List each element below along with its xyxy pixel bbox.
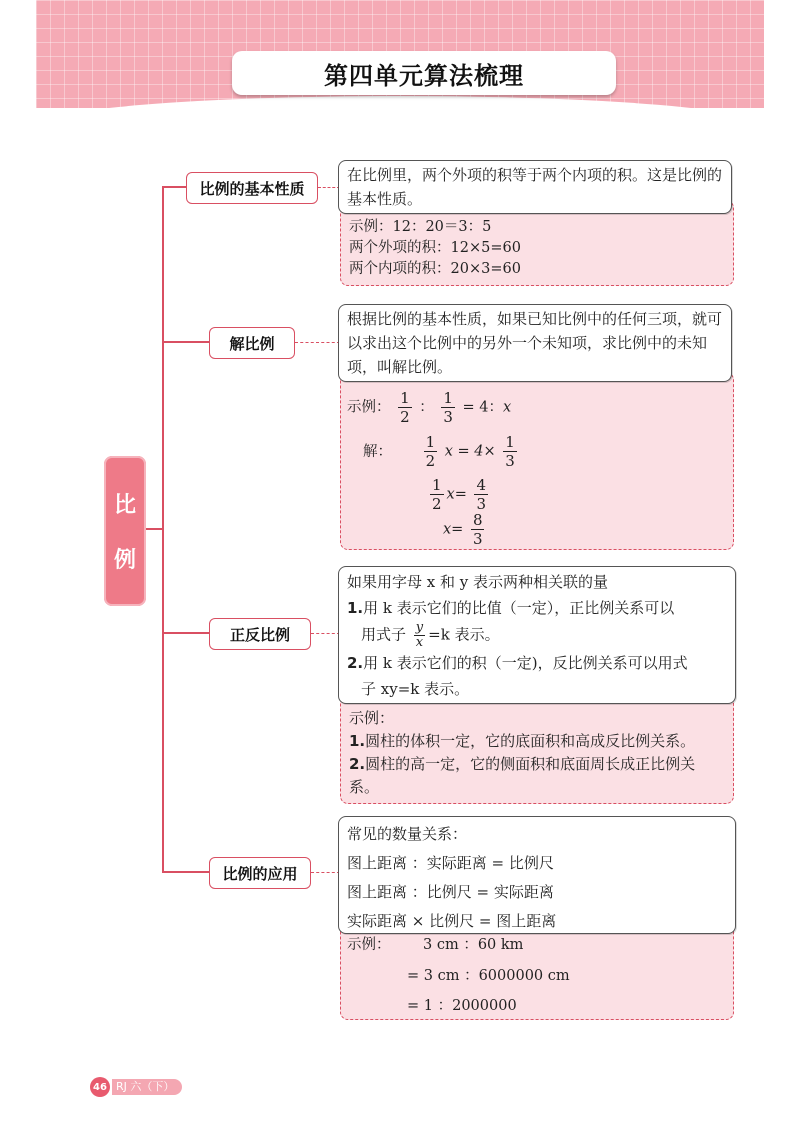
frac-den: 3 [472,530,483,548]
application-example-line1: 3 cm ：60 km [423,937,524,953]
proportion-example-label: 示例： [349,709,395,727]
frac-num: 1 [400,389,410,407]
application-relation-2: 图上距离 ：比例尺 = 实际距离 [347,883,554,901]
root-char-1: 比 [113,493,136,518]
step2-expression: x= [446,486,467,503]
proportion-item-1b [347,621,727,650]
step3-expression: x= [443,521,464,538]
page-label: RJ 六（下） [112,1079,182,1095]
frac-den: 2 [400,408,410,426]
basic-definition-box [338,160,732,214]
frac-num: 1 [425,433,436,451]
node-solve-proportion: 解比例 [209,327,295,359]
fraction-y-over-x [414,621,425,650]
proportion-example-box [340,690,734,804]
basic-example-line2: 两个外项的积：12×5=60 [349,240,521,256]
node-application: 比例的应用 [209,857,311,889]
application-relation-1: 图上距离 ：实际距离 = 比例尺 [347,854,554,872]
page-number-badge: 46 [90,1077,110,1097]
fraction-third [503,433,517,470]
page-title: 第四单元算法梳理 [232,51,616,95]
item-text: 圆柱的高一定，它的侧面积和底面周长成正比例关系。 [349,755,696,796]
fraction-third [441,389,455,426]
application-definition-box [338,816,736,934]
dash-solve [295,342,340,343]
item-text: 用式子 [361,625,407,644]
application-example-label: 示例： [347,937,391,953]
step1-expression: x = 4× [444,443,496,460]
frac-num: 1 [505,433,515,451]
fraction-four-thirds [474,476,488,513]
frac-den: 2 [425,452,436,470]
connector-basic [162,186,186,188]
basic-definition-text: 在比例里，两个外项的积等于两个内项的积。这是比例的基本性质。 [347,166,723,208]
frac-den: 3 [443,408,453,426]
proportion-definition-box [338,566,736,704]
variable-x: x [503,399,512,416]
frac-den: x [415,635,424,650]
proportion-item-2b: 子 xy=k 表示。 [361,680,470,698]
ratio-colon: ： [419,399,434,416]
item-text: =k 表示。 [428,625,500,644]
node-basic-property: 比例的基本性质 [186,172,318,204]
dash-proportion [311,633,340,634]
proportion-item-2a [347,650,727,676]
frac-den: 3 [476,495,487,513]
item-number: 1. [349,732,366,750]
solve-step-3 [443,511,487,548]
connector-solve [162,341,209,343]
root-char-2: 例 [113,548,136,573]
fraction-eight-thirds [471,511,485,548]
frac-num: 1 [432,476,442,494]
frac-num: 1 [443,389,453,407]
item-text: 圆柱的体积一定，它的底面积和高成反比例关系。 [365,732,696,750]
application-example-line3: = 1 ：2000000 [407,998,517,1014]
proportion-item-1a [347,595,727,621]
node-direct-inverse: 正反比例 [209,618,311,650]
item-number: 2. [347,654,364,672]
proportion-example-2 [349,753,725,799]
frac-num: 4 [476,476,487,494]
basic-example-line1: 示例：12：20＝3：5 [349,219,492,235]
item-number: 1. [347,599,364,617]
solve-label: 解： [363,443,392,460]
solve-example-line [347,389,511,426]
solve-example-box [340,372,734,550]
frac-num: 8 [472,511,483,529]
solve-step-1 [363,433,520,470]
basic-example-line3: 两个内项的积：20×3=60 [349,261,521,277]
connector-application [162,871,209,873]
item-number: 2. [349,755,366,773]
frac-den: 2 [432,495,442,513]
item-text: 用 k 表示它们的积（一定)，反比例关系可以用式 [363,654,688,672]
solve-example-prefix: 示例： [347,399,391,416]
fraction-half [398,389,412,426]
application-relation-3: 实际距离 × 比例尺 = 图上距离 [347,912,557,930]
item-text: 用 k 表示它们的比值（一定），正比例关系可以 [363,599,675,617]
connector-proportion [162,632,209,634]
proportion-intro: 如果用字母 x 和 y 表示两种相关联的量 [347,573,609,591]
frac-den: 3 [505,452,515,470]
root-node [104,456,146,606]
solve-definition-box [338,304,732,382]
fraction-half [430,476,444,513]
proportion-example-1 [349,730,725,753]
connector-trunk [162,186,164,872]
connector-root [146,528,163,530]
frac-num: y [415,620,424,635]
application-def-title: 常见的数量关系： [347,825,468,843]
equation-tail: = 4： [462,399,504,416]
fraction-half [424,433,438,470]
solve-step-2 [427,476,491,513]
solve-definition-text: 根据比例的基本性质，如果已知比例中的任何三项，就可以求出这个比例中的另外一个未知项，求比例中的未知项，叫解比例。 [347,310,723,376]
application-example-line2: = 3 cm ：6000000 cm [407,968,570,984]
dash-basic [318,187,340,188]
dash-application [311,872,340,873]
